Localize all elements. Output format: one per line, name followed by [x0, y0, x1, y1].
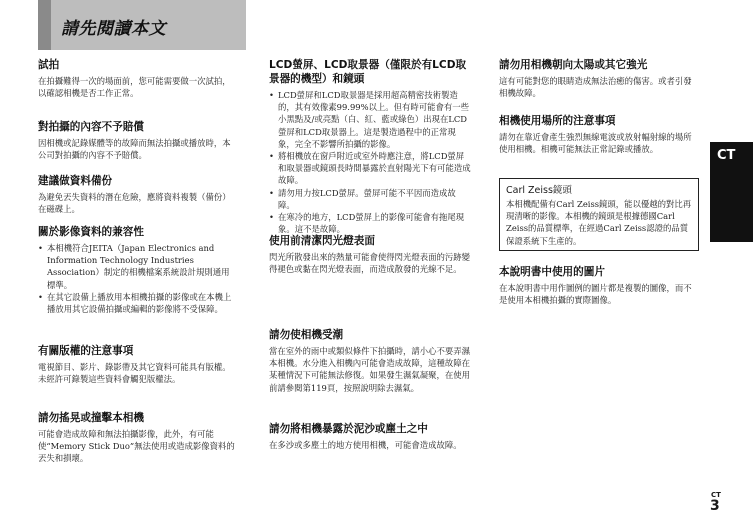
bullet-item: • 請勿用力按LCD螢屏。螢屏可能不平因而造成故障。 [269, 187, 472, 211]
bullet-item: • LCD螢屏和LCD取景器是採用超高精密技術製造的，其有效像素99.99%以上。但有時可能會有一些小黑點及/或亮點（白、紅、藍或綠色）出現在LCD螢屏和LCD取景器上。這是製造過程中的正常現象，完全不影響所拍攝的影像。 [269, 89, 472, 150]
section-text: 在多沙或多塵土的地方使用相機，可能會造成故障。 [269, 440, 462, 450]
section-heading: 請勿將相機暴露於泥沙或塵土之中 [269, 423, 428, 435]
section-text: 在拍攝難得一次的場面前，您可能需要做一次試拍，以確認相機是否工作正常。 [38, 76, 231, 99]
page-title: 請先閱讀本文 [61, 19, 166, 39]
section-text: 當在室外的雨中或類似條件下拍攝時，請小心不要弄濕本相機。水分進入相機內可能會造成故障，這種故障在某種情況下可能無法修復。如果發生濕氣凝聚，在使用前請參閱第119頁，按照說明除去濕氣。 [269, 346, 470, 393]
carl-zeiss-text: 本相機配備有Carl Zeiss鏡頭，能以優越的對比再現清晰的影像。本相機的鏡頭是根據德國Carl Zeiss的品質標準，在經過Carl Zeiss認證的品質保證系統下生產的。 [506, 199, 692, 246]
section-no-shaking [38, 411, 236, 465]
section-heading: 請勿用相機朝向太陽或其它強光 [499, 59, 648, 71]
section-heading: 本說明書中使用的圖片 [499, 265, 605, 278]
section-text: 閃光所散發出來的熱量可能會使得閃光燈表面的污跡變得褪色或黏在閃光燈表面，而造成散發的光線不足。 [269, 252, 470, 275]
section-test-shot [38, 58, 236, 120]
section-lcd [269, 58, 472, 234]
bullet-list [269, 89, 472, 235]
section-heading: 試拍 [38, 59, 60, 71]
bullet-item: • 在寒冷的地方，LCD螢屏上的影像可能會有拖尾現象。這不是故障。 [269, 211, 472, 235]
bullet-item: • 本相機符合JEITA（Japan Electronics and Information Technology Industries Association）制定的相機檔案系統設計規則通用標準。 [38, 242, 236, 291]
carl-zeiss-title: Carl Zeiss鏡頭 [506, 185, 572, 196]
title-banner-accent [38, 0, 51, 50]
section-heading: 請勿搖晃或撞擊本相機 [38, 412, 144, 424]
column-2 [269, 58, 472, 451]
section-heading: 建議做資料備份 [38, 175, 113, 187]
page-number: 3 [710, 498, 720, 514]
bullet-item: • 在其它設備上播放用本相機拍攝的影像或在本機上播放用其它設備拍攝或編輯的影像將不受保障。 [38, 291, 236, 315]
section-sunlight [499, 58, 699, 114]
section-moisture [269, 328, 472, 422]
section-heading: LCD螢屏、LCD取景器（僅限於有LCD取景器的機型）和鏡頭 [269, 59, 467, 85]
section-heading: 相機使用場所的注意事項 [499, 115, 616, 127]
section-backup [38, 174, 236, 225]
bullet-list [38, 242, 236, 315]
section-text: 可能會造成故障和無法拍攝影像，此外，有可能使“Memory Stick Duo”無法使用或造成影像資料的丟失和損壞。 [38, 429, 235, 464]
language-side-tab [710, 142, 753, 242]
bullet-item: • 將相機放在窗戶附近或室外時應注意，將LCD螢屏和取景器或鏡頭長時間暴露於直射陽光下有可能造成故障。 [269, 150, 472, 187]
section-text: 因相機或記錄媒體等的故障而無法拍攝或播放時，本公司對拍攝的內容不予賠償。 [38, 138, 231, 161]
section-heading: 使用前清潔閃光燈表面 [269, 235, 375, 247]
section-flash-clean [269, 234, 472, 328]
section-text: 在本說明書中用作圖例的圖片都是複製的圖像，而不是使用本相機拍攝的實際圖像。 [499, 282, 692, 306]
footer-language-label: CT [711, 491, 721, 499]
section-heading: 有關版權的注意事項 [38, 345, 134, 357]
section-text: 電視節目、影片、錄影帶及其它資料可能具有版權。未經許可錄製這些資料會觸犯版權法。 [38, 362, 231, 385]
section-no-compensation [38, 120, 236, 174]
section-heading: 請勿使相機受潮 [269, 329, 344, 341]
section-copyright [38, 344, 236, 411]
section-compatibility [38, 225, 236, 344]
section-text: 這有可能對您的眼睛造成無法治癒的傷害。或者引發相機故障。 [499, 76, 692, 99]
section-text: 請勿在靠近會產生強烈無線電波或放射幅射線的場所使用相機。相機可能無法正常記錄或播放。 [499, 132, 692, 155]
section-text: 為避免丟失資料的潛在危險，應將資料複製（備份）在磁碟上。 [38, 192, 231, 215]
carl-zeiss-box [499, 178, 699, 251]
column-3 [499, 58, 699, 306]
section-usage-location [499, 114, 699, 176]
column-1 [38, 58, 236, 465]
section-heading: 關於影像資料的兼容性 [38, 226, 144, 238]
language-tab-label: CT [717, 148, 736, 163]
section-heading: 對拍攝的內容不予賠償 [38, 121, 144, 133]
section-pictures [499, 265, 699, 306]
section-sand-dust [269, 422, 472, 451]
